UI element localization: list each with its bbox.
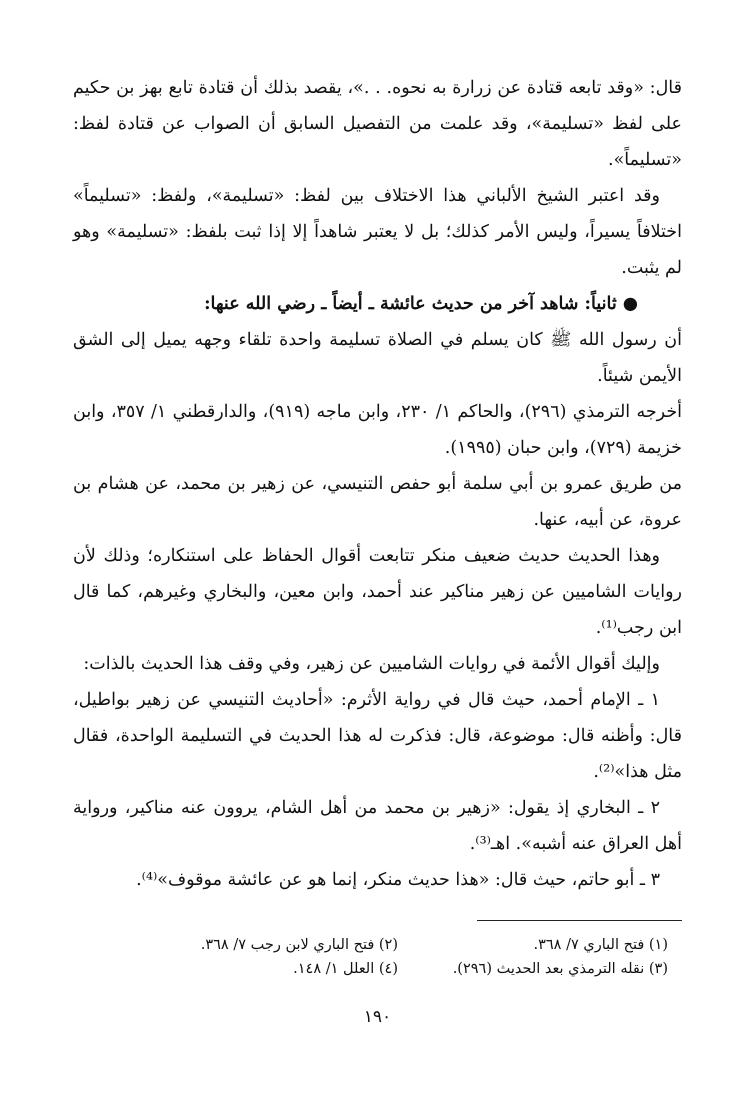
heading-text: ثانياً: شاهد آخر من حديث عائشة ـ أيضاً ـ رضي الله عنها: <box>204 294 617 314</box>
footnote-1: (١) فتح الباري ٧/ ٣٦٨. <box>533 937 668 953</box>
footnote-3: (٣) نقله الترمذي بعد الحديث (٢٩٦). <box>452 961 668 977</box>
footnote-2: (٢) فتح الباري لابن رجب ٧/ ٣٦٨. <box>200 937 398 953</box>
footnotes <box>73 933 682 981</box>
section-heading <box>73 286 682 322</box>
bullet-icon: ● <box>622 294 638 314</box>
footnote-4: (٤) العلل ١/ ١٤٨. <box>293 961 398 977</box>
body-text <box>73 70 682 898</box>
page-number: ١٩٠ <box>363 1007 392 1027</box>
paragraph-ruling: وهذا الحديث حديث ضعيف منكر تتابعت أقوال الحفاظ على استنكاره؛ وذلك لأن روايات الشاميين عن زهير مناكير عند أحمد، وابن معين، والبخاري وغيرهم، كما قال ابن رجب⁽¹⁾. <box>73 546 682 638</box>
footnote-row <box>73 957 682 981</box>
list-item-abu-hatim: ٣ ـ أبو حاتم، حيث قال: «هذا حديث منكر، إنما هو عن عائشة موقوف»⁽⁴⁾. <box>136 870 660 890</box>
list-item-ahmad: ١ ـ الإمام أحمد، حيث قال في رواية الأثرم: «أحاديث التنيسي عن زهير بواطيل، قال: وأظنه قال: موضوعة، قال: فذكرت له هذا الحديث في التسليمة الواحدة، فقال مثل هذا»⁽²⁾. <box>73 690 682 782</box>
footnote-separator <box>477 920 682 921</box>
paragraph-albani: وقد اعتبر الشيخ الألباني هذا الاختلاف بين لفظ: «تسليمة»، ولفظ: «تسليماً» اختلافاً يسيراً، وليس الأمر كذلك؛ بل لا يعتبر شاهداً إلا إذا ثبت بلفظ: «تسليمة» وهو لم يثبت. <box>73 186 682 278</box>
list-item-bukhari: ٢ ـ البخاري إذ يقول: «زهير بن محمد من أهل الشام، يروون عنه مناكير، ورواية أهل العراق عنه أشبه». اهـ⁽³⁾. <box>73 798 682 854</box>
footnote-row <box>73 933 682 957</box>
paragraph-qatada: قال: «وقد تابعه قتادة عن زرارة به نحوه. . .»، يقصد بذلك أن قتادة تابع بهز بن حكيم على لفظ «تسليمة»، وقد علمت من التفصيل السابق أن الصواب عن قتادة لفظ: «تسليماً». <box>73 78 682 170</box>
paragraph-takhrij: أخرجه الترمذي (٢٩٦)، والحاكم ١/ ٢٣٠، وابن ماجه (٩١٩)، والدارقطني ١/ ٣٥٧، وابن خزيمة (٧٢٩)، وابن حبان (١٩٩٥). <box>73 402 682 458</box>
paragraph-intro-list: وإليك أقوال الأئمة في روايات الشاميين عن زهير، وفي وقف هذا الحديث بالذات: <box>83 654 660 674</box>
paragraph-isnad: من طريق عمرو بن أبي سلمة أبو حفص التنيسي، عن زهير بن محمد، عن هشام بن عروة، عن أبيه، عنها. <box>73 474 682 530</box>
paragraph-hadith: أن رسول الله ﷺ كان يسلم في الصلاة تسليمة واحدة تلقاء وجهه يميل إلى الشق الأيمن شيئاً. <box>73 330 682 386</box>
